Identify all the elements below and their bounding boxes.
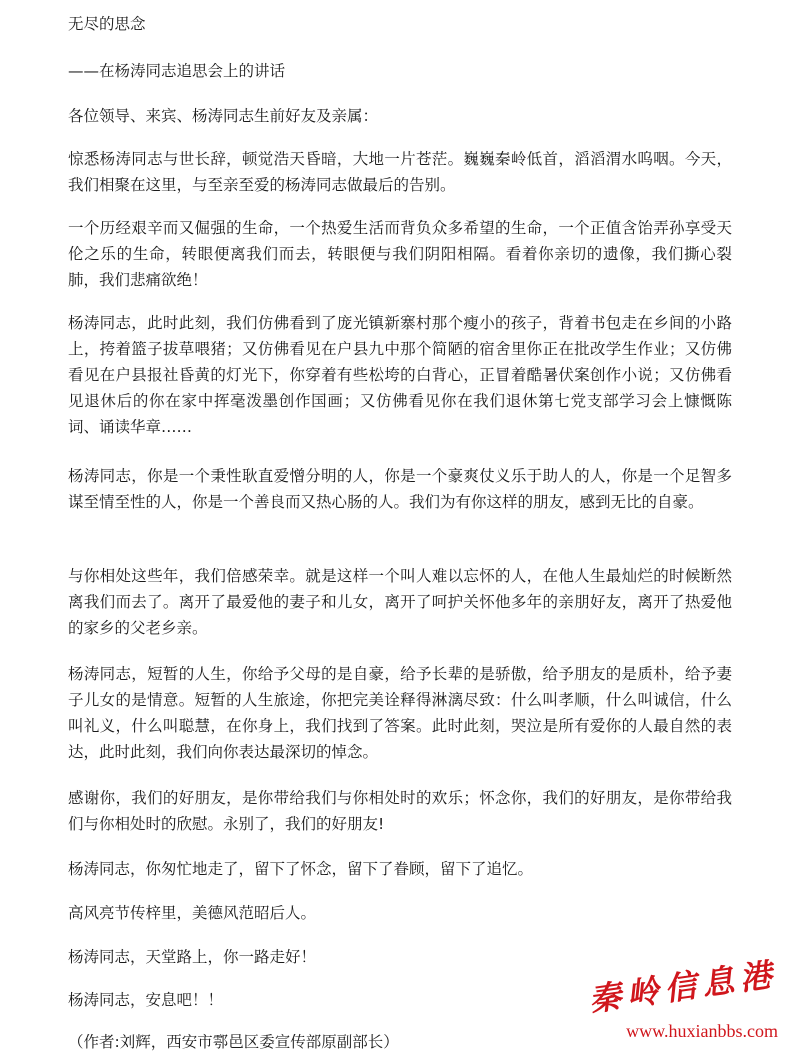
- site-watermark: [568, 954, 780, 1042]
- paragraph-4: 杨涛同志，你是一个秉性耿直爱憎分明的人，你是一个豪爽仗义乐于助人的人，你是一个足智多谋至情至性的人，你是一个善良而又热心肠的人。我们为有你这样的朋友，感到无比的自豪。: [68, 467, 732, 511]
- paragraph-1: 惊悉杨涛同志与世长辞，顿觉浩天昏暗，大地一片苍茫。巍巍秦岭低首，滔滔渭水呜咽。今天，我们相聚在这里，与至亲至爱的杨涛同志做最后的告别。: [68, 150, 732, 194]
- salutation: 各位领导、来宾、杨涛同志生前好友及亲属：: [68, 107, 379, 125]
- paragraph-5: 与你相处这些年，我们倍感荣幸。就是这样一个叫人难以忘怀的人，在他人生最灿烂的时候断然离我们而去了。离开了最爱他的妻子和儿女，离开了呵护关怀他多年的亲朋好友，离开了热爱他的家乡的父老乡亲。: [68, 567, 732, 637]
- paragraph-7: 感谢你，我们的好朋友，是你带给我们与你相处时的欢乐；怀念你，我们的好朋友，是你带给我们与你相处时的欣慰。永别了，我们的好朋友!: [68, 789, 732, 833]
- paragraph-6: 杨涛同志，短暂的人生，你给予父母的是自豪，给予长辈的是骄傲，给予朋友的是质朴，给予妻子儿女的是情意。短暂的人生旅途，你把完美诠释得淋漓尽致：什么叫孝顺，什么叫诚信，什么叫礼义，什么叫聪慧，在你身上，我们找到了答案。此时此刻，哭泣是所有爱你的人最自然的表达，此时此刻，我们向你表达最深切的悼念。: [68, 665, 732, 761]
- watermark-title: 秦岭信息港: [586, 954, 780, 1020]
- paragraph-3: 杨涛同志，此时此刻，我们仿佛看到了庞光镇新寨村那个瘦小的孩子，背着书包走在乡间的小路上，挎着篮子拔草喂猪；又仿佛看见在户县九中那个简陋的宿舍里你正在批改学生作业；又仿佛看见在户县报社昏黄的灯光下，你穿着有些松垮的白背心，正冒着酷暑伏案创作小说；又仿佛看见退休后的你在家中挥毫泼墨创作国画；又仿佛看见你在我们退休第七党支部学习会上慷慨陈词、诵读华章……: [68, 314, 732, 436]
- paragraph-11: 杨涛同志，安息吧！！: [68, 991, 224, 1009]
- author-note: （作者:刘辉，西安市鄠邑区委宣传部原副部长）: [68, 1033, 399, 1051]
- paragraph-9: 高风亮节传梓里，美德风范昭后人。: [68, 904, 317, 922]
- document-subtitle: ——在杨涛同志追思会上的讲话: [68, 62, 286, 80]
- paragraph-2: 一个历经艰辛而又倔强的生命，一个热爱生活而背负众多希望的生命，一个正值含饴弄孙享受天伦之乐的生命，转眼便离我们而去，转眼便与我们阴阳相隔。看着你亲切的遗像，我们撕心裂肺，我们悲痛欲绝！: [68, 219, 732, 289]
- paragraph-8: 杨涛同志，你匆忙地走了，留下了怀念，留下了眷顾，留下了追忆。: [68, 860, 534, 878]
- document-title: 无尽的思念: [68, 15, 146, 33]
- paragraph-10: 杨涛同志，天堂路上，你一路走好！: [68, 948, 317, 966]
- watermark-url: www.huxianbbs.com: [626, 1021, 778, 1041]
